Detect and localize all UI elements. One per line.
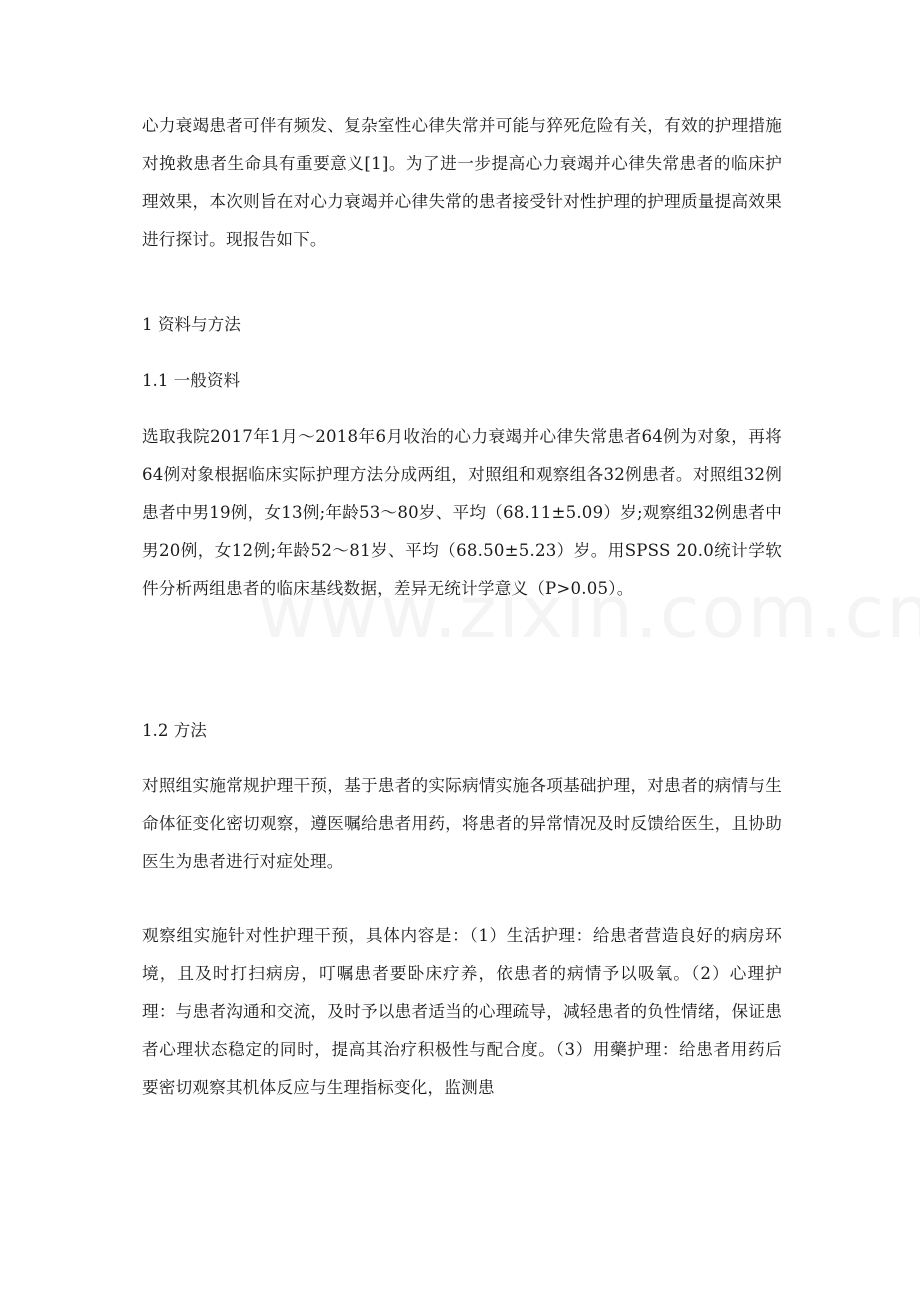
paragraph-intro: 心力衰竭患者可伴有频发、复杂室性心律失常并可能与猝死危险有关，有效的护理措施对挽救患者生命具有重要意义[1]。为了进一步提高心力衰竭并心律失常患者的临床护理效果，本次则旨在对心力衰竭并心律失常的患者接受针对性护理的护理质量提高效果进行探讨。现报告如下。	[142, 116, 782, 249]
paragraph-observation-group: 观察组实施针对性护理干预，具体内容是：（1）生活护理：给患者营造良好的病房环境，且及时打扫病房，叮嘱患者要卧床疗养，依患者的病情予以吸氧。（2）心理护理：与患者沟通和交流，及时予以患者适当的心理疏导，减轻患者的负性情绪，保证患者心理状态稳定的同时，提高其治疗积极性与配合度。（3）用藥护理：给患者用药后要密切观察其机体反应与生理指标变化，监测患	[142, 926, 782, 1097]
subsection-heading-methods: 1.2 方法	[142, 721, 207, 740]
section-heading-materials-methods: 1 资料与方法	[142, 315, 241, 334]
paragraph-general-data: 选取我院2017年1月～2018年6月收治的心力衰竭并心律失常患者64例为对象，再将64例对象根据临床实际护理方法分成两组，对照组和观察组各32例患者。对照组32例患者中男19例，女13例;年龄53～80岁、平均（68.11±5.09）岁;观察组32例患者中男20例，女12例;年龄52～81岁、平均（68.50±5.23）岁。用SPSS 20.0统计学软件分析两组患者的临床基线数据，差异无统计学意义（P>0.05）。	[142, 427, 782, 598]
paragraph-control-group: 对照组实施常规护理干预，基于患者的实际病情实施各项基础护理，对患者的病情与生命体征变化密切观察，遵医嘱给患者用药，将患者的异常情况及时反馈给医生，且协助医生为患者进行对症处理。	[142, 776, 782, 871]
subsection-heading-general-data: 1.1 一般资料	[142, 371, 241, 390]
